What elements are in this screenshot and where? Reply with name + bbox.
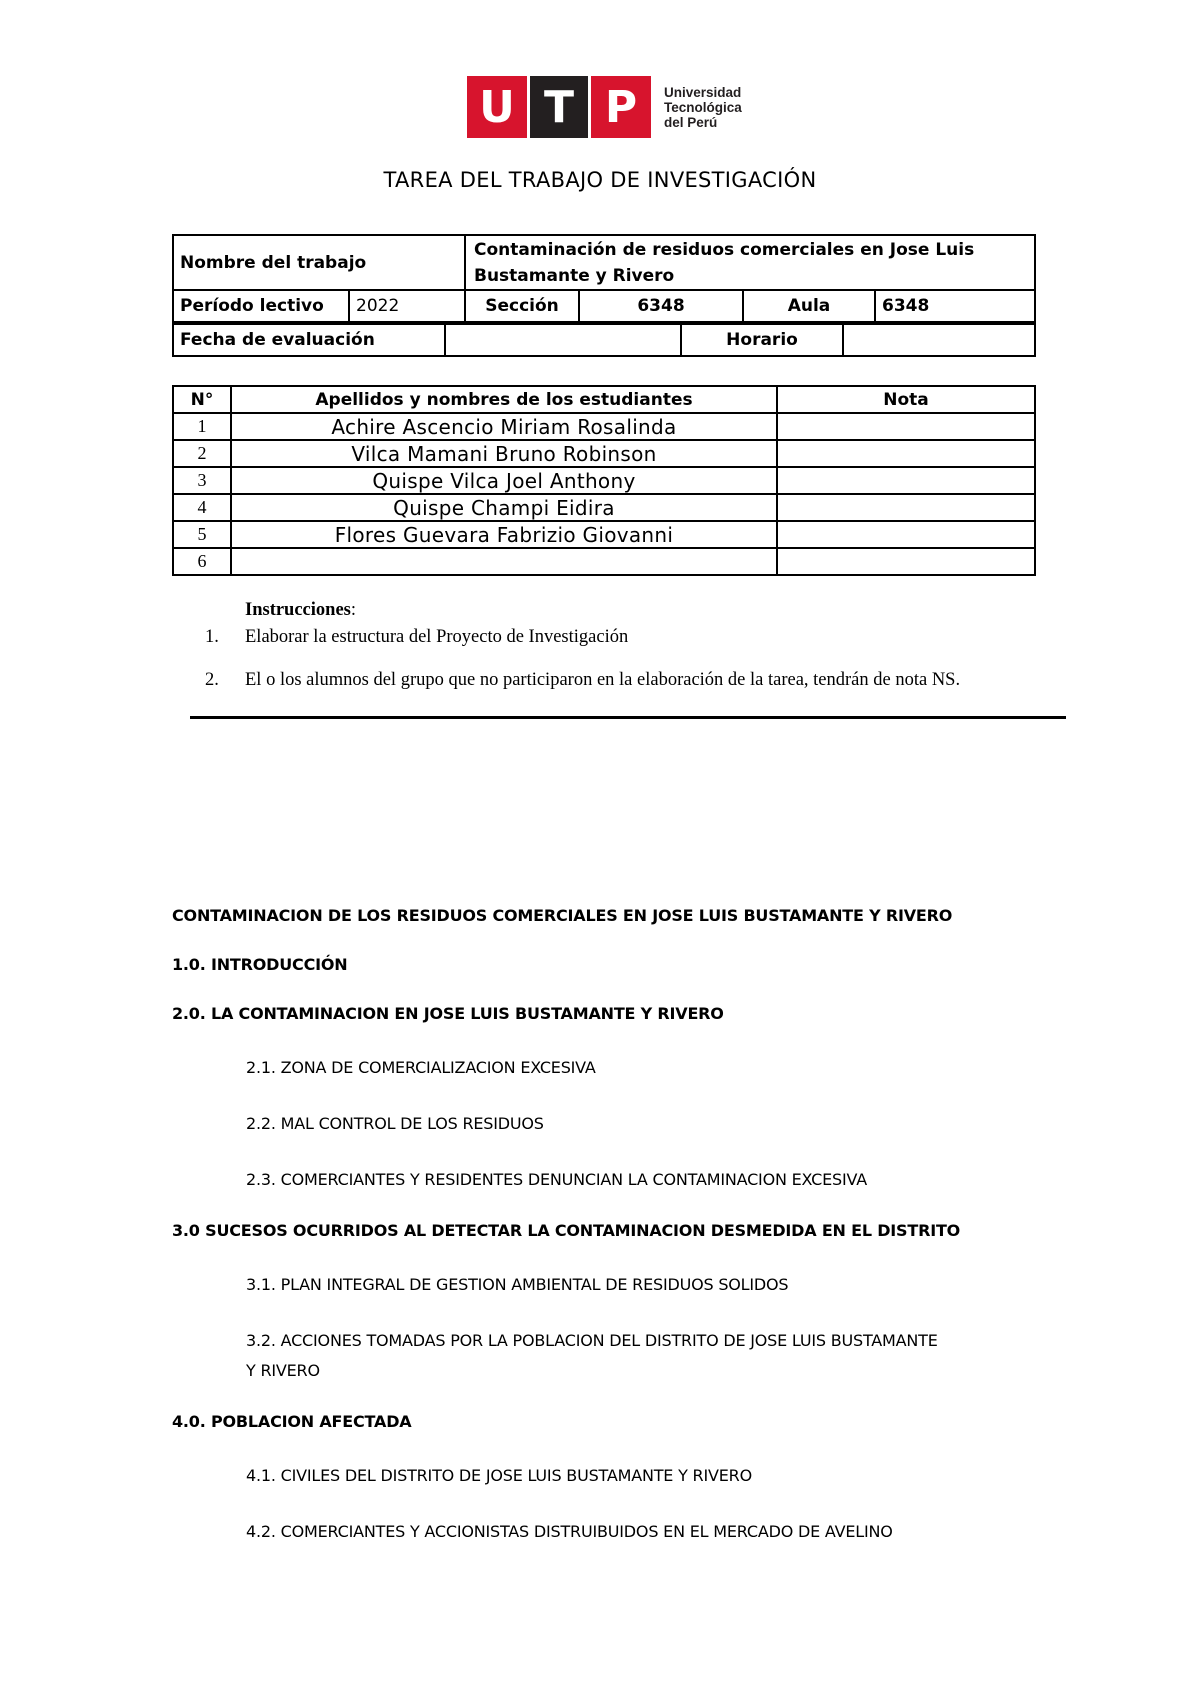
row-nota xyxy=(777,494,1035,521)
outline-subsection: 3.2. ACCIONES TOMADAS POR LA POBLACION DEL DISTRITO DE JOSE LUIS BUSTAMANTE Y RIVERO xyxy=(246,1331,938,1380)
table-row xyxy=(173,494,1035,521)
horario-value xyxy=(843,324,1035,356)
document-title: TAREA DEL TRABAJO DE INVESTIGACIÓN xyxy=(383,168,817,192)
table-row xyxy=(173,467,1035,494)
outline-main-title: CONTAMINACION DE LOS RESIDUOS COMERCIALES EN JOSE LUIS BUSTAMANTE Y RIVERO xyxy=(172,906,953,925)
outline-subsection: 3.1. PLAN INTEGRAL DE GESTION AMBIENTAL DE RESIDUOS SOLIDOS xyxy=(246,1275,789,1294)
row-nota xyxy=(777,440,1035,467)
info-table-row-fecha xyxy=(172,323,1036,357)
row-num: 3 xyxy=(173,467,231,494)
row-num: 4 xyxy=(173,494,231,521)
row-nota xyxy=(777,521,1035,548)
outline-subsection: 2.1. ZONA DE COMERCIALIZACION EXCESIVA xyxy=(246,1058,596,1077)
aula-value: 6348 xyxy=(875,290,1035,322)
table-row xyxy=(173,548,1035,575)
aula-label: Aula xyxy=(743,290,875,322)
row-name: Quispe Champi Eidira xyxy=(231,494,777,521)
info-table xyxy=(172,234,1036,323)
outline xyxy=(172,906,1072,1573)
horario-label: Horario xyxy=(681,324,843,356)
row-name: Vilca Mamani Bruno Robinson xyxy=(231,440,777,467)
logo-text-line: Universidad xyxy=(664,84,742,100)
instructions xyxy=(205,600,1085,691)
logo-text xyxy=(664,85,742,130)
periodo-label: Período lectivo xyxy=(173,290,349,322)
row-name: Achire Ascencio Miriam Rosalinda xyxy=(231,413,777,440)
row-num: 5 xyxy=(173,521,231,548)
outline-subsection: 4.1. CIVILES DEL DISTRITO DE JOSE LUIS BUSTAMANTE Y RIVERO xyxy=(246,1466,752,1485)
outline-section: 2.0. LA CONTAMINACION EN JOSE LUIS BUSTAMANTE Y RIVERO xyxy=(172,1004,724,1023)
header-name: Apellidos y nombres de los estudiantes xyxy=(231,386,777,413)
seccion-label: Sección xyxy=(465,290,579,322)
logo-text-line: del Perú xyxy=(664,114,718,130)
instruction-number: 1. xyxy=(205,627,219,647)
row-name xyxy=(231,548,777,575)
row-name: Flores Guevara Fabrizio Giovanni xyxy=(231,521,777,548)
logo-text-line: Tecnológica xyxy=(664,99,742,115)
outline-section: 1.0. INTRODUCCIÓN xyxy=(172,955,348,974)
seccion-value: 6348 xyxy=(579,290,743,322)
instruction-item xyxy=(205,627,1085,648)
outline-section: 3.0 SUCESOS OCURRIDOS AL DETECTAR LA CONTAMINACION DESMEDIDA EN EL DISTRITO xyxy=(172,1221,961,1240)
horizontal-rule xyxy=(190,716,1066,719)
header-nota: Nota xyxy=(777,386,1035,413)
nombre-value: Contaminación de residuos comerciales en Jose Luis Bustamante y Rivero xyxy=(465,235,1035,290)
row-nota xyxy=(777,548,1035,575)
outline-subsection: 2.2. MAL CONTROL DE LOS RESIDUOS xyxy=(246,1114,544,1133)
instruction-text: Elaborar la estructura del Proyecto de Investigación xyxy=(245,627,629,647)
row-name: Quispe Vilca Joel Anthony xyxy=(231,467,777,494)
utp-logo xyxy=(467,76,742,138)
nombre-label: Nombre del trabajo xyxy=(173,235,465,290)
logo-letter-t: T xyxy=(530,76,588,138)
instruction-number: 2. xyxy=(205,670,219,690)
students-table xyxy=(172,385,1036,576)
fecha-label: Fecha de evaluación xyxy=(173,324,445,356)
fecha-value xyxy=(445,324,681,356)
table-row xyxy=(173,440,1035,467)
row-nota xyxy=(777,413,1035,440)
row-nota xyxy=(777,467,1035,494)
instruction-text: El o los alumnos del grupo que no participaron en la elaboración de la tarea, tendrán de nota NS. xyxy=(245,670,961,690)
row-num: 1 xyxy=(173,413,231,440)
table-row xyxy=(173,521,1035,548)
periodo-value: 2022 xyxy=(349,290,465,322)
instructions-heading: Instrucciones: xyxy=(245,600,357,620)
outline-section: 4.0. POBLACION AFECTADA xyxy=(172,1412,412,1431)
outline-subsection: 2.3. COMERCIANTES Y RESIDENTES DENUNCIAN LA CONTAMINACION EXCESIVA xyxy=(246,1170,867,1189)
logo-letter-p: P xyxy=(591,76,651,138)
logo-letter-u: U xyxy=(467,76,527,138)
header-num: N° xyxy=(173,386,231,413)
outline-subsection: 4.2. COMERCIANTES Y ACCIONISTAS DISTRUIBUIDOS EN EL MERCADO DE AVELINO xyxy=(246,1522,893,1541)
instruction-item xyxy=(205,670,1085,691)
table-row xyxy=(173,413,1035,440)
row-num: 2 xyxy=(173,440,231,467)
row-num: 6 xyxy=(173,548,231,575)
